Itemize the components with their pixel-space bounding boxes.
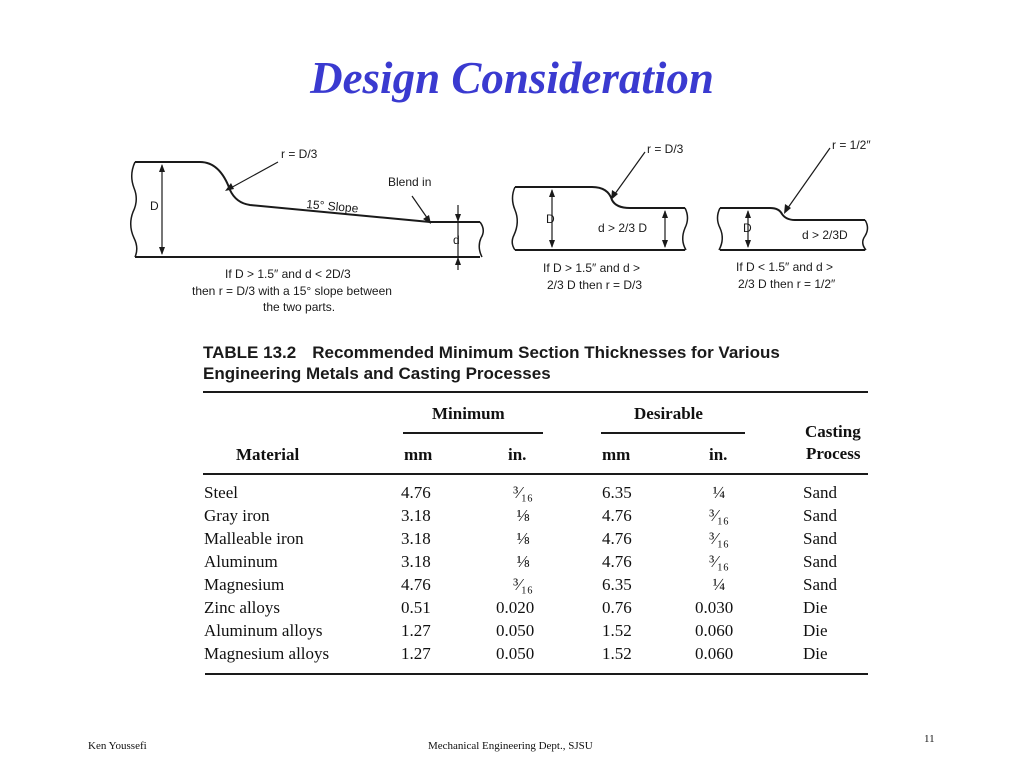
fig2-r-label: r = D/3 — [647, 142, 684, 156]
cell-process: Die — [803, 598, 828, 617]
cell-material: Aluminum — [204, 552, 278, 571]
table-top-rule — [203, 391, 868, 393]
fig3-D-label: D — [743, 221, 752, 235]
header-process: Process — [806, 444, 861, 463]
cell-des-mm: 0.76 — [602, 598, 632, 617]
cell-process: Die — [803, 644, 828, 663]
cell-des-mm: 6.35 — [602, 483, 632, 502]
table-bottom-rule — [205, 673, 868, 675]
fig2-caption-1: If D > 1.5″ and d > — [543, 261, 640, 275]
section-transition-diagrams — [120, 135, 900, 315]
fig3-r-label: r = 1/2″ — [832, 138, 871, 152]
cell-process: Sand — [803, 483, 837, 502]
cell-material: Magnesium alloys — [204, 644, 330, 663]
fig2-rel-label: d > 2/3 D — [598, 221, 648, 235]
table-caption — [203, 342, 780, 384]
table-title-line2: Engineering Metals and Casting Processes — [203, 364, 551, 383]
cell-process: Die — [803, 621, 828, 640]
cell-process: Sand — [803, 575, 837, 594]
leader-r — [227, 162, 278, 190]
header-casting: Casting — [805, 422, 861, 441]
header-min-mm: mm — [404, 445, 433, 464]
fig1-d-label: d — [453, 233, 460, 247]
cell-min-mm: 3.18 — [401, 529, 431, 548]
header-desirable: Desirable — [634, 404, 703, 423]
cell-min-in: ⅛ — [516, 506, 530, 525]
table-number: TABLE 13.2 — [203, 343, 297, 362]
break-line-left — [131, 162, 137, 257]
fig1-blend-label: Blend in — [388, 175, 432, 189]
fig3-caption-2: 2/3 D then r = 1/2″ — [738, 277, 836, 291]
cell-min-in: ⅛ — [516, 552, 530, 571]
cell-des-in: ³⁄₁₆ — [709, 552, 729, 571]
cell-des-mm: 1.52 — [602, 644, 632, 663]
break-line-right — [863, 220, 868, 250]
cell-des-in: ¼ — [712, 483, 726, 502]
cell-material: Steel — [204, 483, 238, 502]
cell-material: Zinc alloys — [204, 598, 281, 617]
cell-des-in: 0.030 — [695, 598, 734, 617]
cell-min-in: ³⁄₁₆ — [513, 575, 533, 594]
cell-des-mm: 4.76 — [602, 529, 632, 548]
break-line-left — [512, 187, 517, 250]
break-line-left — [718, 208, 723, 250]
cell-material: Aluminum alloys — [204, 621, 323, 640]
header-des-in: in. — [709, 445, 728, 464]
cell-min-in: 0.050 — [496, 621, 535, 640]
cell-des-mm: 4.76 — [602, 552, 632, 571]
cell-process: Sand — [803, 506, 837, 525]
cell-min-in: 0.020 — [496, 598, 535, 617]
figure-fillet-transition — [512, 152, 687, 250]
fig2-D-label: D — [546, 212, 555, 226]
cell-min-mm: 4.76 — [401, 483, 431, 502]
fig3-rel-label: d > 2/3D — [802, 228, 848, 242]
cell-min-in: 0.050 — [496, 644, 535, 663]
cell-process: Sand — [803, 529, 837, 548]
table-title-line1: Recommended Minimum Section Thicknesses for Various — [312, 343, 780, 362]
cell-material: Magnesium — [204, 575, 285, 594]
leader-r-arrow — [225, 183, 234, 191]
fig1-slope-label: 15° Slope — [305, 197, 359, 216]
cell-des-mm: 4.76 — [602, 506, 632, 525]
cell-min-in: ³⁄₁₆ — [513, 483, 533, 502]
desirable-group-rule — [601, 432, 745, 434]
cell-des-in: 0.060 — [695, 621, 734, 640]
cell-min-mm: 1.27 — [401, 644, 431, 663]
cell-des-mm: 6.35 — [602, 575, 632, 594]
cell-min-in: ⅛ — [516, 529, 530, 548]
cell-material: Malleable iron — [204, 529, 304, 548]
page-number: 11 — [924, 733, 935, 745]
cell-des-in: ³⁄₁₆ — [709, 529, 729, 548]
leader-r — [785, 148, 830, 212]
cell-min-mm: 0.51 — [401, 598, 431, 617]
cell-material: Gray iron — [204, 506, 270, 525]
minimum-group-rule — [403, 432, 543, 434]
fig1-caption-1: If D > 1.5″ and d < 2D/3 — [225, 267, 351, 281]
leader-r — [612, 152, 645, 198]
header-min-in: in. — [508, 445, 527, 464]
cell-min-mm: 3.18 — [401, 552, 431, 571]
header-material: Material — [236, 445, 300, 464]
header-minimum: Minimum — [432, 404, 505, 423]
footer-department: Mechanical Engineering Dept., SJSU — [428, 740, 593, 752]
cell-min-mm: 1.27 — [401, 621, 431, 640]
slide-title: Design Consideration — [310, 53, 714, 103]
table-header-rule — [203, 473, 868, 475]
cell-process: Sand — [803, 552, 837, 571]
break-line-right — [479, 222, 483, 257]
footer-author: Ken Youssefi — [88, 740, 147, 752]
header-des-mm: mm — [602, 445, 631, 464]
break-line-right — [683, 208, 688, 250]
cell-des-in: ³⁄₁₆ — [709, 506, 729, 525]
cell-min-mm: 3.18 — [401, 506, 431, 525]
cell-des-in: ¼ — [712, 575, 726, 594]
fig1-r-label: r = D/3 — [281, 147, 318, 161]
cell-min-mm: 4.76 — [401, 575, 431, 594]
fig1-caption-3: the two parts. — [263, 300, 336, 314]
fig3-caption-1: If D < 1.5″ and d > — [736, 260, 833, 274]
cell-des-mm: 1.52 — [602, 621, 632, 640]
fig2-caption-2: 2/3 D then r = D/3 — [547, 278, 643, 292]
cell-des-in: 0.060 — [695, 644, 734, 663]
part-outline — [515, 187, 685, 250]
fig1-D-label: D — [150, 199, 159, 213]
fig1-caption-2: then r = D/3 with a 15° slope between — [192, 284, 392, 298]
